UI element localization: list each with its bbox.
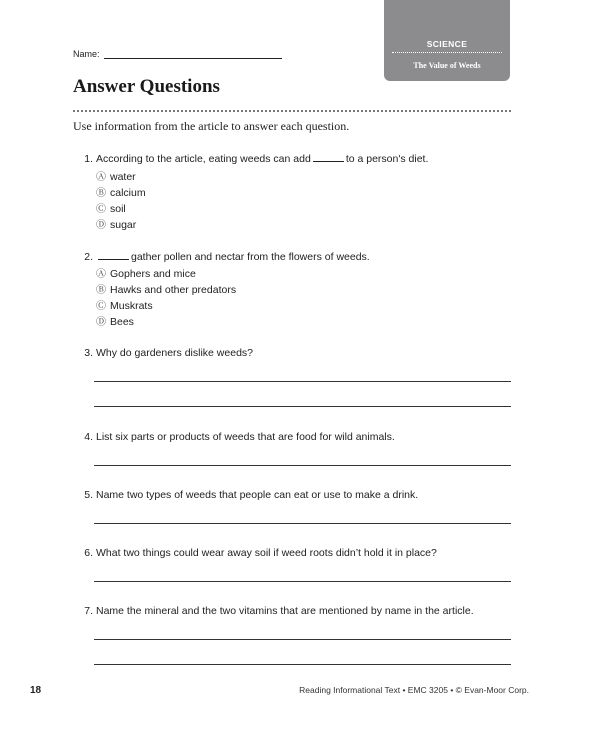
answer-blank: [98, 250, 129, 260]
question-text: Why do gardeners dislike weeds?: [96, 347, 253, 359]
bubble-b-icon[interactable]: Ⓑ: [96, 285, 106, 296]
question-text: List six parts or products of weeds that are food for wild animals.: [96, 431, 395, 443]
option-2c[interactable]: [96, 300, 153, 313]
page-number: 18: [30, 685, 42, 696]
option-1d[interactable]: [96, 219, 136, 232]
question-number: 2.: [84, 251, 93, 263]
question-text-before: According to the article, eating weeds can add: [96, 153, 311, 165]
question-number: 3.: [84, 347, 93, 359]
bubble-a-icon[interactable]: Ⓐ: [96, 172, 106, 183]
option-text: Muskrats: [110, 300, 153, 312]
instructions: Use information from the article to answer each question.: [73, 119, 350, 133]
bubble-d-icon[interactable]: Ⓓ: [96, 317, 106, 328]
question-number: 4.: [84, 431, 93, 443]
question-number: 7.: [84, 605, 93, 617]
name-label: Name:: [73, 49, 100, 59]
question-4: [76, 431, 395, 444]
question-text-after: gather pollen and nectar from the flowers of weeds.: [131, 251, 370, 263]
option-text: water: [110, 171, 136, 183]
bubble-c-icon[interactable]: Ⓒ: [96, 301, 106, 312]
name-field[interactable]: [104, 49, 282, 59]
subject-label: SCIENCE: [426, 39, 468, 49]
question-text-after: to a person's diet.: [345, 153, 429, 165]
bubble-d-icon[interactable]: Ⓓ: [96, 220, 106, 231]
option-2b[interactable]: [96, 284, 236, 297]
page-title: Answer Questions: [73, 76, 220, 97]
answer-line[interactable]: [94, 406, 511, 407]
answer-line[interactable]: [94, 664, 511, 665]
question-1: [76, 152, 428, 166]
bubble-c-icon[interactable]: Ⓒ: [96, 204, 106, 215]
question-number: 6.: [84, 547, 93, 559]
bubble-b-icon[interactable]: Ⓑ: [96, 188, 106, 199]
footer-credit: Reading Informational Text • EMC 3205 • © Evan-Moor Corp.: [299, 685, 529, 695]
option-text: Bees: [110, 316, 134, 328]
question-number: 5.: [84, 489, 93, 501]
option-text: Gophers and mice: [110, 268, 196, 280]
subject-tab: [384, 0, 510, 81]
option-2d[interactable]: [96, 316, 134, 329]
question-text: What two things could wear away soil if weed roots didn’t hold it in place?: [96, 547, 437, 559]
question-number: 1.: [84, 153, 93, 165]
option-1b[interactable]: [96, 187, 146, 200]
answer-line[interactable]: [94, 381, 511, 382]
bubble-a-icon[interactable]: Ⓐ: [96, 269, 106, 280]
question-7: [76, 605, 474, 618]
question-3: [76, 347, 253, 360]
title-divider: [73, 110, 511, 112]
tab-divider: [392, 52, 502, 53]
option-1c[interactable]: [96, 203, 126, 216]
question-text: Name the mineral and the two vitamins that are mentioned by name in the article.: [96, 605, 474, 617]
name-field-row: [73, 49, 282, 59]
question-6: [76, 547, 437, 560]
option-text: soil: [110, 203, 126, 215]
question-2: [76, 250, 370, 264]
option-text: calcium: [110, 187, 146, 199]
topic-label: The Value of Weeds: [413, 61, 481, 70]
option-text: sugar: [110, 219, 137, 231]
answer-line[interactable]: [94, 639, 511, 640]
answer-line[interactable]: [94, 581, 511, 582]
question-5: [76, 489, 418, 502]
option-1a[interactable]: [96, 171, 136, 184]
answer-line[interactable]: [94, 465, 511, 466]
answer-line[interactable]: [94, 523, 511, 524]
option-2a[interactable]: [96, 268, 196, 281]
option-text: Hawks and other predators: [110, 284, 237, 296]
answer-blank: [313, 152, 344, 162]
question-text: Name two types of weeds that people can eat or use to make a drink.: [96, 489, 419, 501]
